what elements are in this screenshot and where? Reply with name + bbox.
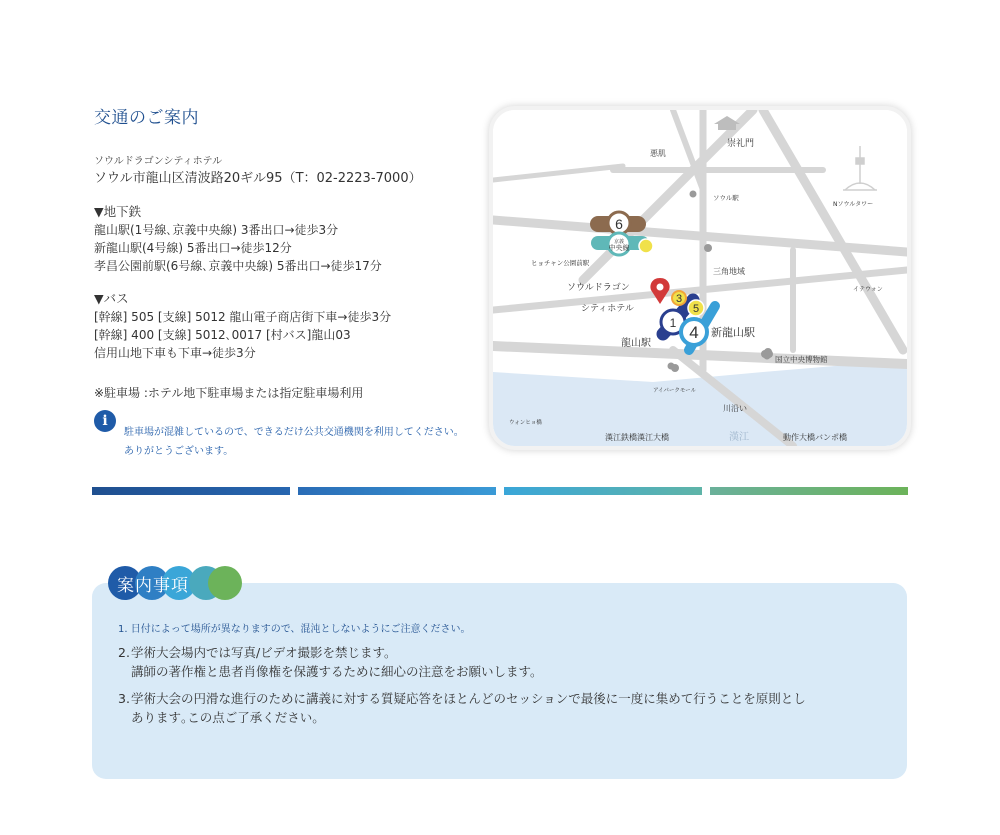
map-label-sinyongsan: 新龍山駅: [711, 326, 755, 339]
line4-number: 4: [689, 323, 699, 342]
subway-line-2: 新龍山駅(4号線) 5番出口→徒歩12分: [94, 241, 292, 255]
divider-bar-3: [504, 487, 702, 495]
bus-heading: ▼バス: [94, 291, 129, 306]
line3-number: 3: [675, 293, 683, 305]
access-map: [489, 106, 911, 450]
notice-item-3-number: 3.: [118, 691, 130, 706]
notice-item-3-line-1: 学術大会の円滑な進行のために講義に対する質疑応答をほとんどのセッションで最後に一度に集めて行うことを原則とし: [131, 691, 806, 706]
gyeongui-badge-top: 京義: [613, 239, 625, 245]
map-label-hyochang: ヒョチャン公園前駅: [531, 259, 590, 267]
map-label-dragon-1: ソウルドラゴン: [567, 283, 630, 293]
map-label-dragon-2: シティホテル: [581, 304, 634, 314]
map-label-museum: 国立中央博物館: [775, 355, 828, 364]
info-line-2: ありがとうございます。: [124, 446, 234, 457]
map-label-hangang-rail: 漢江鉄橋漢江大橋: [605, 433, 669, 442]
info-text: [124, 423, 484, 461]
map-label-akkyo: 悪肌: [650, 149, 666, 158]
map-label-seoul-station: ソウル駅: [713, 194, 739, 202]
notice-item-2: [118, 643, 878, 681]
map-label-itaewon: イテウォン: [853, 286, 883, 293]
notice-item-2-line-1: 学術大会場内では写真/ビデオ撮影を禁じます。: [131, 645, 397, 660]
map-label-dongjak: 動作大橋バンポ橋: [783, 433, 847, 442]
tab-circle-5: [208, 566, 242, 600]
notice-item-1: 1. 日付によって場所が異なりますので、混沌としないようにご注意ください。: [118, 624, 471, 635]
map-label-samgakji: 三角地域: [713, 267, 745, 276]
map-label-yongsan: 龍山駅: [621, 338, 651, 349]
color-divider: [92, 487, 908, 495]
bus-line-3: 信用山地下車も下車→徒歩3分: [94, 346, 256, 360]
subway-line-3: 孝昌公園前駅(6号線､京義中央線) 5番出口→徒歩17分: [94, 259, 382, 273]
notice-item-2-number: 2.: [118, 645, 130, 660]
gyeongui-badge-bottom: 中央線: [608, 244, 630, 252]
subway-section: [94, 203, 382, 275]
notice-item-3-line-2: あります｡この点ご了承ください。: [131, 710, 325, 725]
parking-note: ※駐車場 :ホテル地下駐車場または指定駐車場利用: [94, 386, 364, 400]
subway-line-1: 龍山駅(1号線､京義中央線) 3番出口→徒歩3分: [94, 223, 339, 237]
notice-item-2-line-2: 講師の著作権と患者肖像権を保護するために細心の注意をお願いします。: [131, 664, 543, 679]
subway-heading: ▼地下鉄: [94, 204, 142, 219]
notice-tab-label: 案内事項: [117, 576, 189, 596]
map-canvas: [493, 110, 907, 446]
divider-bar-2: [298, 487, 496, 495]
line1-number: 1: [669, 316, 677, 330]
line6-number: 6: [615, 216, 623, 232]
hotel-name-kana: ソウルドラゴンシティホテル: [94, 156, 223, 167]
bus-line-2: [幹線] 400 [支線] 5012､0017 [村バス]龍山03: [94, 328, 351, 342]
bus-line-1: [幹線] 505 [支線] 5012 龍山電子商店街下車→徒歩3分: [94, 310, 392, 324]
notice-item-3: [118, 689, 878, 727]
info-icon: i: [94, 410, 116, 432]
map-label-ipark: アイパークモール: [653, 388, 697, 394]
map-label-sungnyemun: 崇礼門: [727, 139, 755, 149]
bus-section: [94, 290, 391, 362]
divider-bar-1: [92, 487, 290, 495]
map-label-n-tower: Nソウルタワー: [833, 201, 874, 208]
map-label-hangang: 漢江: [729, 432, 749, 443]
line5-number: 5: [692, 303, 700, 315]
map-label-river-road: 川沿い: [723, 404, 747, 413]
notice-list: [118, 620, 878, 735]
map-label-wonhyo: ウォンヒョ橋: [509, 420, 542, 426]
divider-bar-4: [710, 487, 908, 495]
page-title: 交通のご案内: [94, 108, 199, 128]
info-line-1: 駐車場が混雑しているので、できるだけ公共交通機関を利用してください。: [124, 427, 464, 438]
hotel-address: ソウル市龍山区清波路20ギル95（T：02-2223-7000）: [94, 171, 422, 186]
